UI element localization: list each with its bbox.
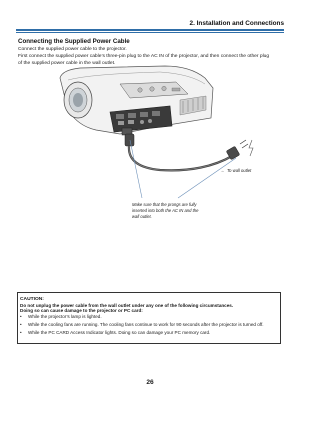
caution-item-text: While the projector’s lamp is lighted. (28, 314, 102, 319)
caution-lead-line-1: Do not unplug the power cable from the wall outlet under any one of the following circumstances. (20, 303, 234, 308)
bullet-icon: • (20, 322, 22, 328)
chapter-header: 2. Installation and Connections (189, 20, 284, 27)
power-cable (125, 134, 253, 170)
caution-item-text: While the PC CARD Access Indicator lights. Doing so can damage your PC memory card. (28, 330, 211, 336)
three-pin-plug (125, 134, 134, 146)
caution-item (20, 322, 278, 328)
projector-body (60, 66, 213, 135)
body-line-1: Connect the supplied power cable to the projector. (18, 47, 127, 52)
caution-item (20, 330, 278, 336)
caution-title: CAUTION: (20, 297, 44, 302)
note-line-3: wall outlet. (132, 214, 152, 219)
body-line-2: First connect the supplied power cable’s three-pin plug to the AC IN of the projector, and then connect the other plug (18, 54, 270, 59)
caution-lead-line-2: Doing so can cause damage to the projector or PC card: (20, 308, 143, 314)
wall-outlet-arrow: → (220, 168, 225, 173)
section-title: Connecting the Supplied Power Cable (18, 38, 130, 45)
note-line-1: Make sure that the prongs are fully (132, 202, 197, 207)
body-line-3: of the supplied power cable in the wall outlet. (18, 61, 116, 66)
caution-list (20, 314, 278, 339)
pointer-line-plug (130, 140, 142, 198)
bullet-icon: • (20, 330, 22, 336)
bullet-icon: • (20, 314, 22, 319)
caution-item (20, 314, 278, 320)
wall-outlet-label: To wall outlet (227, 168, 252, 173)
note-line-2: inserted into both the AC IN and the (132, 208, 199, 213)
pointer-line-outlet (178, 158, 236, 198)
caution-lead (20, 303, 278, 314)
page-number: 26 (146, 379, 154, 386)
caution-item-text: While the cooling fans are running. The cooling fans continue to work for 90 seconds after the projector is turned off. (28, 322, 264, 328)
